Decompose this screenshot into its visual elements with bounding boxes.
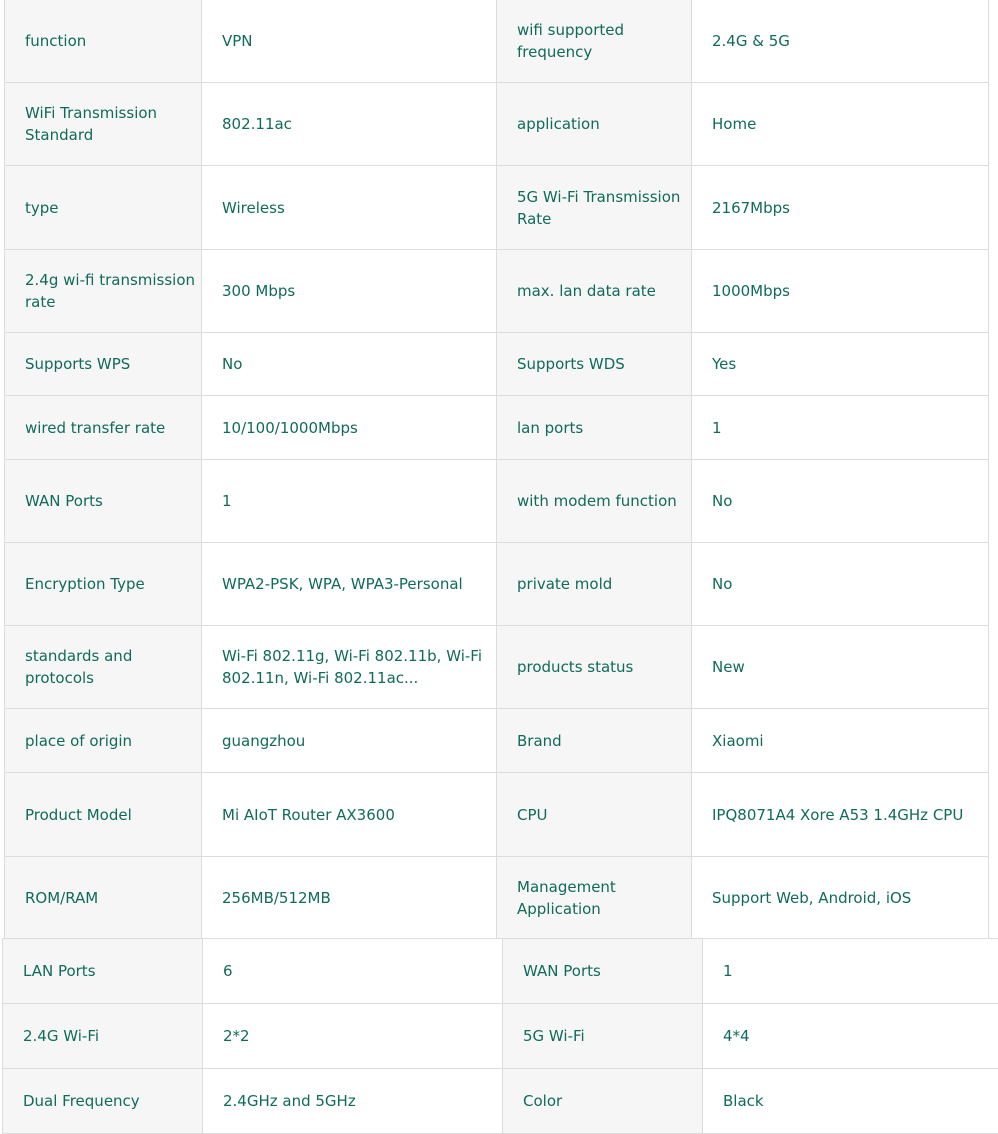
spec-label: function [5, 0, 202, 83]
table-row [3, 939, 998, 1004]
spec-value: Support Web, Android, iOS [692, 857, 989, 940]
table-row [5, 543, 989, 626]
table-row [5, 250, 989, 333]
table-row [5, 773, 989, 857]
spec-value: No [692, 543, 989, 626]
table-row [5, 396, 989, 460]
spec-label: Brand [497, 709, 692, 773]
table-row [3, 1004, 998, 1069]
spec-label: wifi supported frequency [497, 0, 692, 83]
table-row [5, 83, 989, 166]
spec-label: Color [503, 1069, 703, 1134]
spec-value: Wi-Fi 802.11g, Wi-Fi 802.11b, Wi-Fi 802.11n, Wi-Fi 802.11ac... [202, 626, 497, 709]
spec-table-main [4, 0, 989, 940]
spec-value: 2167Mbps [692, 166, 989, 250]
spec-value: Wireless [202, 166, 497, 250]
spec-label: private mold [497, 543, 692, 626]
spec-label: Supports WPS [5, 333, 202, 396]
table-row [5, 0, 989, 83]
spec-value: 2.4G & 5G [692, 0, 989, 83]
spec-label: wired transfer rate [5, 396, 202, 460]
table-row [5, 333, 989, 396]
spec-label: Management Application [497, 857, 692, 940]
table-row [5, 626, 989, 709]
spec-label: WAN Ports [503, 939, 703, 1004]
spec-value: guangzhou [202, 709, 497, 773]
spec-label: 5G Wi-Fi Transmission Rate [497, 166, 692, 250]
table-row [5, 166, 989, 250]
spec-value: 1 [703, 939, 998, 1004]
spec-value: 10/100/1000Mbps [202, 396, 497, 460]
spec-label: application [497, 83, 692, 166]
spec-label: lan ports [497, 396, 692, 460]
spec-value: Black [703, 1069, 998, 1134]
spec-value: 1000Mbps [692, 250, 989, 333]
spec-value: WPA2-PSK, WPA, WPA3-Personal [202, 543, 497, 626]
spec-value: 1 [202, 460, 497, 543]
spec-label: 2.4G Wi-Fi [3, 1004, 203, 1069]
spec-label: WAN Ports [5, 460, 202, 543]
spec-value: VPN [202, 0, 497, 83]
spec-value: 4*4 [703, 1004, 998, 1069]
spec-value: 6 [203, 939, 503, 1004]
spec-value: 802.11ac [202, 83, 497, 166]
spec-label: ROM/RAM [5, 857, 202, 940]
spec-value: Mi AIoT Router AX3600 [202, 773, 497, 857]
spec-value: No [202, 333, 497, 396]
spec-label: Product Model [5, 773, 202, 857]
spec-label: products status [497, 626, 692, 709]
spec-label: 2.4g wi-fi transmission rate [5, 250, 202, 333]
spec-value: 300 Mbps [202, 250, 497, 333]
spec-label: Dual Frequency [3, 1069, 203, 1134]
spec-table-extra [2, 938, 998, 1134]
spec-label: max. lan data rate [497, 250, 692, 333]
spec-label: Supports WDS [497, 333, 692, 396]
table-row [5, 709, 989, 773]
spec-label: with modem function [497, 460, 692, 543]
table-row [3, 1069, 998, 1134]
spec-value: Yes [692, 333, 989, 396]
spec-value: No [692, 460, 989, 543]
spec-value: 2*2 [203, 1004, 503, 1069]
spec-label: LAN Ports [3, 939, 203, 1004]
spec-label: place of origin [5, 709, 202, 773]
spec-value: 2.4GHz and 5GHz [203, 1069, 503, 1134]
spec-label: 5G Wi-Fi [503, 1004, 703, 1069]
table-row [5, 460, 989, 543]
spec-label: WiFi Transmission Standard [5, 83, 202, 166]
spec-label: type [5, 166, 202, 250]
spec-label: standards and protocols [5, 626, 202, 709]
spec-value: New [692, 626, 989, 709]
spec-value: IPQ8071A4 Xore A53 1.4GHz CPU [692, 773, 989, 857]
spec-value: Xiaomi [692, 709, 989, 773]
spec-label: CPU [497, 773, 692, 857]
spec-label: Encryption Type [5, 543, 202, 626]
table-row [5, 857, 989, 940]
spec-value: 256MB/512MB [202, 857, 497, 940]
spec-value: Home [692, 83, 989, 166]
spec-value: 1 [692, 396, 989, 460]
